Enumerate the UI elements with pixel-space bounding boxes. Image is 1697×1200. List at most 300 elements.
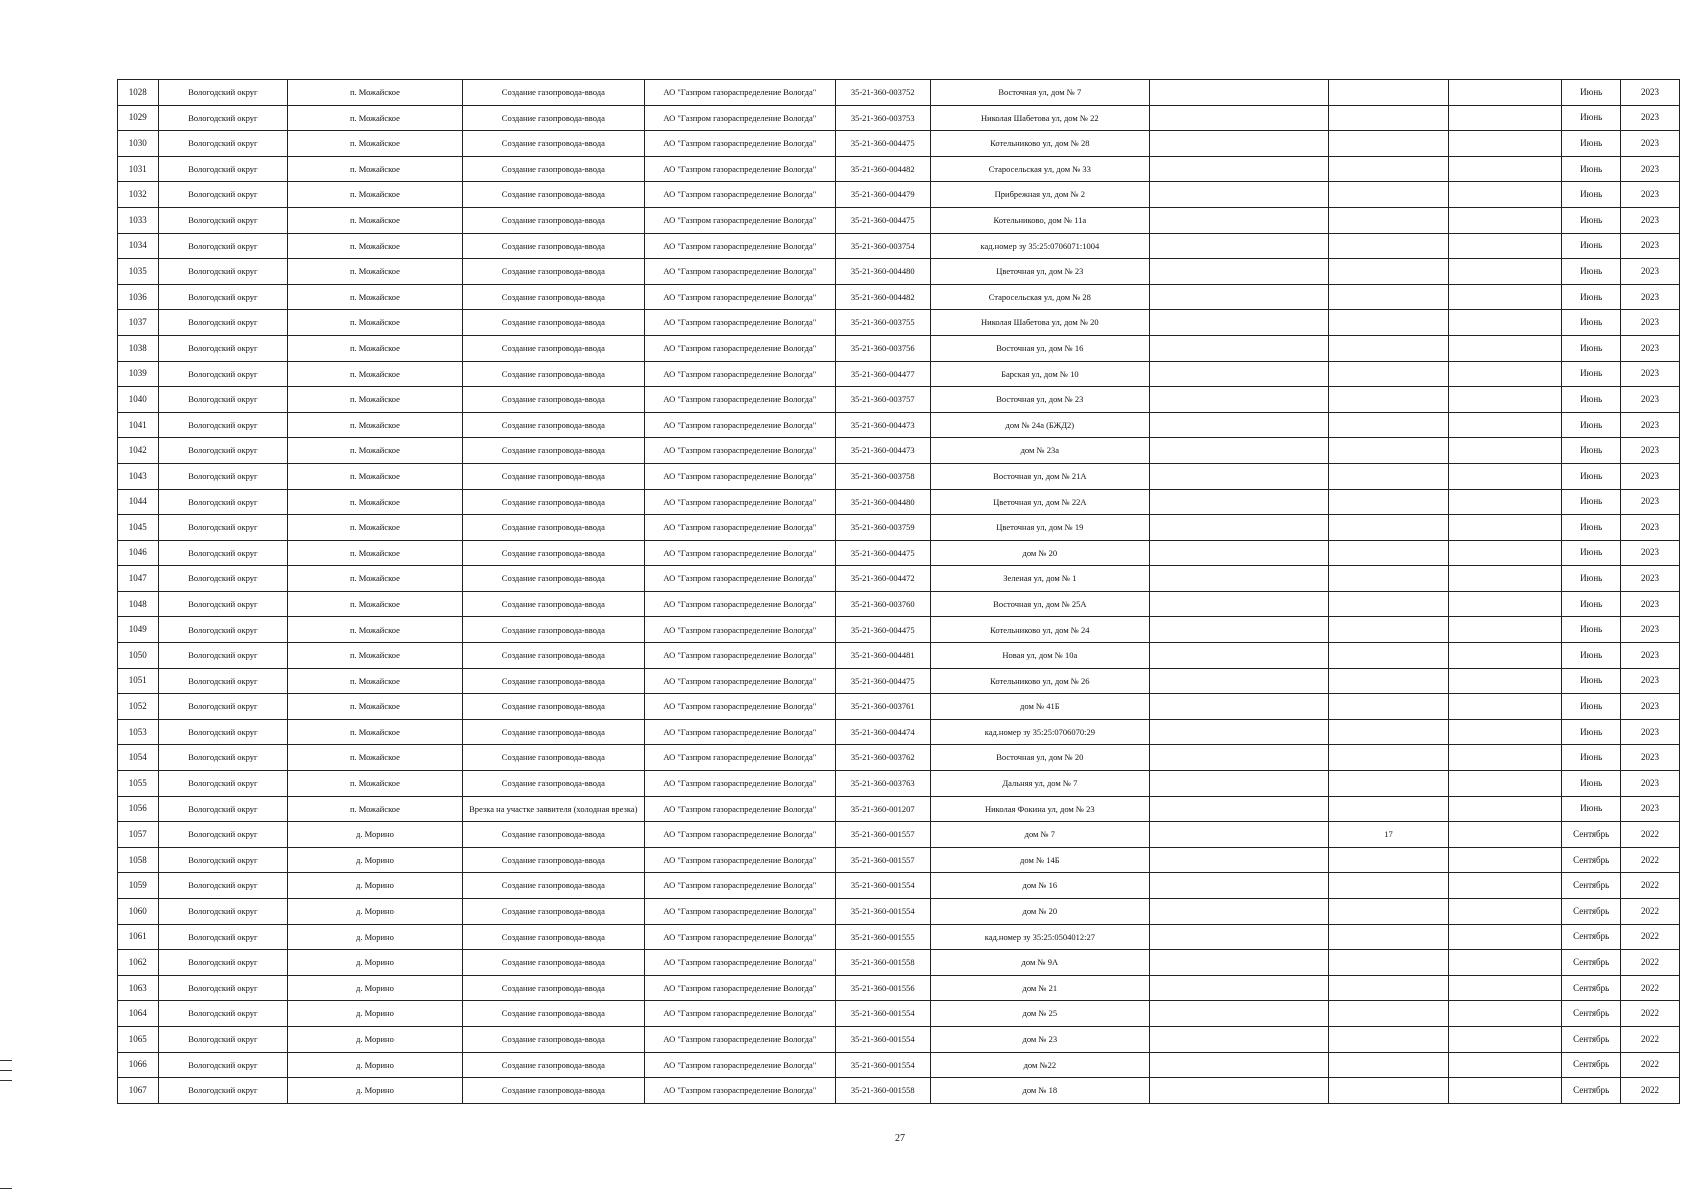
month-cell: Сентябрь (1562, 873, 1621, 899)
extra-value-cell (1329, 438, 1449, 464)
month-cell: Июнь (1562, 310, 1621, 336)
table-row (118, 1078, 1680, 1104)
address-cell: дом № 24а (БЖД2) (930, 412, 1149, 438)
empty-cell (1448, 694, 1562, 720)
registry-code-cell: 35-21-360-003752 (835, 80, 930, 106)
work-type-cell: Создание газопровода-ввода (462, 617, 644, 643)
registry-code-cell: 35-21-360-004480 (835, 489, 930, 515)
settlement-cell: п. Можайское (288, 387, 462, 413)
table-row (118, 361, 1680, 387)
year-cell: 2023 (1621, 694, 1680, 720)
work-type-cell: Создание газопровода-ввода (462, 873, 644, 899)
extra-value-cell (1329, 1001, 1449, 1027)
empty-cell (1149, 489, 1328, 515)
table-body (118, 80, 1680, 1104)
district-cell: Вологодский округ (158, 412, 288, 438)
empty-cell (1448, 361, 1562, 387)
row-number-cell: 1064 (118, 1001, 159, 1027)
address-cell: Прибрежная ул, дом № 2 (930, 182, 1149, 208)
settlement-cell: п. Можайское (288, 80, 462, 106)
extra-value-cell (1329, 694, 1449, 720)
work-type-cell: Создание газопровода-ввода (462, 412, 644, 438)
row-number-cell: 1038 (118, 335, 159, 361)
year-cell: 2022 (1621, 950, 1680, 976)
empty-cell (1448, 1026, 1562, 1052)
organization-cell: АО "Газпром газораспределение Вологда" (645, 719, 836, 745)
district-cell: Вологодский округ (158, 1026, 288, 1052)
address-cell: кад.номер зу 35:25:0706070:29 (930, 719, 1149, 745)
month-cell: Июнь (1562, 438, 1621, 464)
settlement-cell: п. Можайское (288, 233, 462, 259)
row-number-cell: 1067 (118, 1078, 159, 1104)
table-row (118, 1026, 1680, 1052)
registry-code-cell: 35-21-360-001554 (835, 899, 930, 925)
registry-code-cell: 35-21-360-001207 (835, 796, 930, 822)
row-number-cell: 1060 (118, 899, 159, 925)
table-row (118, 719, 1680, 745)
month-cell: Июнь (1562, 694, 1621, 720)
year-cell: 2022 (1621, 1001, 1680, 1027)
district-cell: Вологодский округ (158, 975, 288, 1001)
table-row (118, 694, 1680, 720)
work-type-cell: Создание газопровода-ввода (462, 1052, 644, 1078)
registry-code-cell: 35-21-360-003753 (835, 105, 930, 131)
empty-cell (1448, 438, 1562, 464)
month-cell: Июнь (1562, 233, 1621, 259)
organization-cell: АО "Газпром газораспределение Вологда" (645, 233, 836, 259)
extra-value-cell (1329, 207, 1449, 233)
row-number-cell: 1028 (118, 80, 159, 106)
organization-cell: АО "Газпром газораспределение Вологда" (645, 80, 836, 106)
address-cell: кад.номер зу 35:25:0504012:27 (930, 924, 1149, 950)
extra-value-cell (1329, 284, 1449, 310)
registry-code-cell: 35-21-360-001557 (835, 822, 930, 848)
work-type-cell: Создание газопровода-ввода (462, 847, 644, 873)
work-type-cell: Создание газопровода-ввода (462, 182, 644, 208)
year-cell: 2022 (1621, 1078, 1680, 1104)
extra-value-cell (1329, 182, 1449, 208)
extra-value-cell (1329, 924, 1449, 950)
registry-code-cell: 35-21-360-004473 (835, 438, 930, 464)
district-cell: Вологодский округ (158, 438, 288, 464)
district-cell: Вологодский округ (158, 259, 288, 285)
year-cell: 2022 (1621, 1026, 1680, 1052)
row-number-cell: 1051 (118, 668, 159, 694)
work-type-cell: Создание газопровода-ввода (462, 156, 644, 182)
month-cell: Июнь (1562, 617, 1621, 643)
extra-value-cell (1329, 771, 1449, 797)
address-cell: Новая ул, дом № 10а (930, 643, 1149, 669)
year-cell: 2022 (1621, 822, 1680, 848)
work-type-cell: Создание газопровода-ввода (462, 284, 644, 310)
table-row (118, 1052, 1680, 1078)
empty-cell (1149, 463, 1328, 489)
district-cell: Вологодский округ (158, 463, 288, 489)
address-cell: Котельниково, дом № 11а (930, 207, 1149, 233)
registry-code-cell: 35-21-360-001554 (835, 873, 930, 899)
empty-cell (1149, 412, 1328, 438)
registry-code-cell: 35-21-360-001554 (835, 1001, 930, 1027)
registry-code-cell: 35-21-360-004482 (835, 156, 930, 182)
registry-code-cell: 35-21-360-004482 (835, 284, 930, 310)
empty-cell (1448, 335, 1562, 361)
empty-cell (1149, 617, 1328, 643)
district-cell: Вологодский округ (158, 847, 288, 873)
year-cell: 2023 (1621, 540, 1680, 566)
address-cell: Николая Фокина ул, дом № 23 (930, 796, 1149, 822)
organization-cell: АО "Газпром газораспределение Вологда" (645, 1052, 836, 1078)
registry-code-cell: 35-21-360-003763 (835, 771, 930, 797)
year-cell: 2023 (1621, 668, 1680, 694)
empty-cell (1149, 591, 1328, 617)
empty-cell (1448, 412, 1562, 438)
empty-cell (1149, 924, 1328, 950)
table-row (118, 540, 1680, 566)
district-cell: Вологодский округ (158, 796, 288, 822)
empty-cell (1149, 975, 1328, 1001)
address-cell: дом № 41Б (930, 694, 1149, 720)
empty-cell (1149, 566, 1328, 592)
organization-cell: АО "Газпром газораспределение Вологда" (645, 643, 836, 669)
organization-cell: АО "Газпром газораспределение Вологда" (645, 822, 836, 848)
organization-cell: АО "Газпром газораспределение Вологда" (645, 694, 836, 720)
empty-cell (1448, 924, 1562, 950)
empty-cell (1149, 156, 1328, 182)
row-number-cell: 1049 (118, 617, 159, 643)
registry-code-cell: 35-21-360-003754 (835, 233, 930, 259)
address-cell: Восточная ул, дом № 7 (930, 80, 1149, 106)
address-cell: Дальняя ул, дом № 7 (930, 771, 1149, 797)
empty-cell (1149, 822, 1328, 848)
settlement-cell: п. Можайское (288, 438, 462, 464)
month-cell: Июнь (1562, 156, 1621, 182)
empty-cell (1448, 284, 1562, 310)
registry-code-cell: 35-21-360-003762 (835, 745, 930, 771)
district-cell: Вологодский округ (158, 361, 288, 387)
settlement-cell: п. Можайское (288, 796, 462, 822)
table-row (118, 233, 1680, 259)
row-number-cell: 1046 (118, 540, 159, 566)
empty-cell (1149, 233, 1328, 259)
month-cell: Июнь (1562, 335, 1621, 361)
address-cell: Старосельская ул, дом № 33 (930, 156, 1149, 182)
settlement-cell: п. Можайское (288, 207, 462, 233)
row-number-cell: 1054 (118, 745, 159, 771)
organization-cell: АО "Газпром газораспределение Вологда" (645, 847, 836, 873)
work-type-cell: Создание газопровода-ввода (462, 515, 644, 541)
empty-cell (1149, 950, 1328, 976)
district-cell: Вологодский округ (158, 924, 288, 950)
district-cell: Вологодский округ (158, 540, 288, 566)
table-row (118, 438, 1680, 464)
work-type-cell: Создание газопровода-ввода (462, 643, 644, 669)
address-cell: дом № 18 (930, 1078, 1149, 1104)
work-type-cell: Создание газопровода-ввода (462, 131, 644, 157)
organization-cell: АО "Газпром газораспределение Вологда" (645, 950, 836, 976)
extra-value-cell (1329, 668, 1449, 694)
empty-cell (1448, 105, 1562, 131)
empty-cell (1448, 873, 1562, 899)
district-cell: Вологодский округ (158, 899, 288, 925)
year-cell: 2023 (1621, 591, 1680, 617)
settlement-cell: п. Можайское (288, 412, 462, 438)
district-cell: Вологодский округ (158, 335, 288, 361)
table-row (118, 745, 1680, 771)
work-type-cell: Создание газопровода-ввода (462, 463, 644, 489)
year-cell: 2023 (1621, 745, 1680, 771)
address-cell: Цветочная ул, дом № 23 (930, 259, 1149, 285)
extra-value-cell (1329, 873, 1449, 899)
scan-edge-mark (0, 1188, 12, 1189)
empty-cell (1448, 207, 1562, 233)
registry-code-cell: 35-21-360-004475 (835, 668, 930, 694)
registry-code-cell: 35-21-360-004475 (835, 131, 930, 157)
row-number-cell: 1041 (118, 412, 159, 438)
empty-cell (1448, 310, 1562, 336)
address-cell: дом № 23 (930, 1026, 1149, 1052)
table-row (118, 182, 1680, 208)
empty-cell (1448, 719, 1562, 745)
empty-cell (1149, 284, 1328, 310)
row-number-cell: 1063 (118, 975, 159, 1001)
month-cell: Июнь (1562, 284, 1621, 310)
row-number-cell: 1045 (118, 515, 159, 541)
year-cell: 2022 (1621, 899, 1680, 925)
row-number-cell: 1059 (118, 873, 159, 899)
table-row (118, 822, 1680, 848)
month-cell: Сентябрь (1562, 975, 1621, 1001)
settlement-cell: д. Морино (288, 899, 462, 925)
month-cell: Июнь (1562, 259, 1621, 285)
month-cell: Июнь (1562, 540, 1621, 566)
work-type-cell: Создание газопровода-ввода (462, 668, 644, 694)
address-cell: Восточная ул, дом № 25А (930, 591, 1149, 617)
registry-code-cell: 35-21-360-001554 (835, 1026, 930, 1052)
district-cell: Вологодский округ (158, 156, 288, 182)
year-cell: 2023 (1621, 796, 1680, 822)
address-cell: Котельниково ул, дом № 28 (930, 131, 1149, 157)
row-number-cell: 1037 (118, 310, 159, 336)
organization-cell: АО "Газпром газораспределение Вологда" (645, 975, 836, 1001)
district-cell: Вологодский округ (158, 105, 288, 131)
organization-cell: АО "Газпром газораспределение Вологда" (645, 284, 836, 310)
extra-value-cell (1329, 489, 1449, 515)
table-row (118, 591, 1680, 617)
extra-value-cell (1329, 259, 1449, 285)
month-cell: Июнь (1562, 131, 1621, 157)
work-type-cell: Создание газопровода-ввода (462, 975, 644, 1001)
district-cell: Вологодский округ (158, 233, 288, 259)
year-cell: 2023 (1621, 361, 1680, 387)
month-cell: Июнь (1562, 489, 1621, 515)
district-cell: Вологодский округ (158, 950, 288, 976)
empty-cell (1149, 771, 1328, 797)
work-type-cell: Создание газопровода-ввода (462, 694, 644, 720)
district-cell: Вологодский округ (158, 719, 288, 745)
settlement-cell: п. Можайское (288, 515, 462, 541)
district-cell: Вологодский округ (158, 284, 288, 310)
year-cell: 2023 (1621, 515, 1680, 541)
extra-value-cell (1329, 80, 1449, 106)
address-cell: Восточная ул, дом № 21А (930, 463, 1149, 489)
month-cell: Июнь (1562, 387, 1621, 413)
row-number-cell: 1062 (118, 950, 159, 976)
address-cell: Зеленая ул, дом № 1 (930, 566, 1149, 592)
scan-edge-mark (0, 1070, 12, 1071)
row-number-cell: 1031 (118, 156, 159, 182)
extra-value-cell (1329, 950, 1449, 976)
settlement-cell: п. Можайское (288, 668, 462, 694)
empty-cell (1149, 515, 1328, 541)
empty-cell (1149, 847, 1328, 873)
month-cell: Июнь (1562, 515, 1621, 541)
district-cell: Вологодский округ (158, 822, 288, 848)
table-row (118, 668, 1680, 694)
table-row (118, 207, 1680, 233)
settlement-cell: п. Можайское (288, 463, 462, 489)
extra-value-cell (1329, 540, 1449, 566)
address-cell: дом № 21 (930, 975, 1149, 1001)
table-row (118, 131, 1680, 157)
empty-cell (1149, 387, 1328, 413)
work-type-cell: Создание газопровода-ввода (462, 1078, 644, 1104)
address-cell: Николая Шабетова ул, дом № 22 (930, 105, 1149, 131)
extra-value-cell (1329, 463, 1449, 489)
row-number-cell: 1032 (118, 182, 159, 208)
address-cell: дом № 7 (930, 822, 1149, 848)
settlement-cell: п. Можайское (288, 284, 462, 310)
organization-cell: АО "Газпром газораспределение Вологда" (645, 412, 836, 438)
district-cell: Вологодский округ (158, 1078, 288, 1104)
table-row (118, 899, 1680, 925)
organization-cell: АО "Газпром газораспределение Вологда" (645, 796, 836, 822)
empty-cell (1149, 438, 1328, 464)
month-cell: Сентябрь (1562, 822, 1621, 848)
table-row (118, 847, 1680, 873)
settlement-cell: д. Морино (288, 873, 462, 899)
empty-cell (1149, 668, 1328, 694)
organization-cell: АО "Газпром газораспределение Вологда" (645, 1078, 836, 1104)
empty-cell (1448, 771, 1562, 797)
year-cell: 2022 (1621, 924, 1680, 950)
registry-code-cell: 35-21-360-004473 (835, 412, 930, 438)
address-cell: Котельниково ул, дом № 26 (930, 668, 1149, 694)
registry-code-cell: 35-21-360-003757 (835, 387, 930, 413)
district-cell: Вологодский округ (158, 617, 288, 643)
work-type-cell: Создание газопровода-ввода (462, 259, 644, 285)
work-type-cell: Создание газопровода-ввода (462, 361, 644, 387)
registry-code-cell: 35-21-360-003756 (835, 335, 930, 361)
work-type-cell: Создание газопровода-ввода (462, 438, 644, 464)
empty-cell (1448, 540, 1562, 566)
empty-cell (1149, 310, 1328, 336)
registry-code-cell: 35-21-360-004475 (835, 617, 930, 643)
year-cell: 2023 (1621, 335, 1680, 361)
month-cell: Сентябрь (1562, 950, 1621, 976)
address-cell: Восточная ул, дом № 20 (930, 745, 1149, 771)
month-cell: Сентябрь (1562, 899, 1621, 925)
empty-cell (1448, 643, 1562, 669)
organization-cell: АО "Газпром газораспределение Вологда" (645, 207, 836, 233)
extra-value-cell (1329, 412, 1449, 438)
month-cell: Июнь (1562, 80, 1621, 106)
year-cell: 2023 (1621, 80, 1680, 106)
table-row (118, 796, 1680, 822)
organization-cell: АО "Газпром газораспределение Вологда" (645, 515, 836, 541)
address-cell: дом № 25 (930, 1001, 1149, 1027)
table-row (118, 387, 1680, 413)
row-number-cell: 1035 (118, 259, 159, 285)
district-cell: Вологодский округ (158, 131, 288, 157)
row-number-cell: 1066 (118, 1052, 159, 1078)
empty-cell (1149, 259, 1328, 285)
organization-cell: АО "Газпром газораспределение Вологда" (645, 131, 836, 157)
organization-cell: АО "Газпром газораспределение Вологда" (645, 438, 836, 464)
settlement-cell: п. Можайское (288, 591, 462, 617)
table-row (118, 924, 1680, 950)
extra-value-cell (1329, 566, 1449, 592)
work-type-cell: Создание газопровода-ввода (462, 771, 644, 797)
extra-value-cell (1329, 361, 1449, 387)
organization-cell: АО "Газпром газораспределение Вологда" (645, 540, 836, 566)
district-cell: Вологодский округ (158, 387, 288, 413)
empty-cell (1448, 463, 1562, 489)
month-cell: Июнь (1562, 463, 1621, 489)
settlement-cell: п. Можайское (288, 719, 462, 745)
organization-cell: АО "Газпром газораспределение Вологда" (645, 899, 836, 925)
extra-value-cell (1329, 617, 1449, 643)
registry-code-cell: 35-21-360-004477 (835, 361, 930, 387)
empty-cell (1448, 1078, 1562, 1104)
organization-cell: АО "Газпром газораспределение Вологда" (645, 463, 836, 489)
month-cell: Июнь (1562, 207, 1621, 233)
registry-code-cell: 35-21-360-003760 (835, 591, 930, 617)
registry-code-cell: 35-21-360-001557 (835, 847, 930, 873)
address-cell: дом № 20 (930, 899, 1149, 925)
organization-cell: АО "Газпром газораспределение Вологда" (645, 361, 836, 387)
district-cell: Вологодский округ (158, 643, 288, 669)
month-cell: Июнь (1562, 566, 1621, 592)
empty-cell (1149, 361, 1328, 387)
row-number-cell: 1040 (118, 387, 159, 413)
table-row (118, 105, 1680, 131)
empty-cell (1448, 131, 1562, 157)
month-cell: Июнь (1562, 643, 1621, 669)
year-cell: 2022 (1621, 975, 1680, 1001)
district-cell: Вологодский округ (158, 515, 288, 541)
settlement-cell: д. Морино (288, 924, 462, 950)
organization-cell: АО "Газпром газораспределение Вологда" (645, 1001, 836, 1027)
month-cell: Июнь (1562, 182, 1621, 208)
registry-code-cell: 35-21-360-004475 (835, 207, 930, 233)
row-number-cell: 1058 (118, 847, 159, 873)
year-cell: 2023 (1621, 412, 1680, 438)
address-cell: Цветочная ул, дом № 22А (930, 489, 1149, 515)
registry-code-cell: 35-21-360-003759 (835, 515, 930, 541)
registry-code-cell: 35-21-360-001556 (835, 975, 930, 1001)
organization-cell: АО "Газпром газораспределение Вологда" (645, 105, 836, 131)
year-cell: 2023 (1621, 233, 1680, 259)
address-cell: Цветочная ул, дом № 19 (930, 515, 1149, 541)
year-cell: 2023 (1621, 387, 1680, 413)
empty-cell (1448, 796, 1562, 822)
table-row (118, 489, 1680, 515)
settlement-cell: п. Можайское (288, 489, 462, 515)
district-cell: Вологодский округ (158, 745, 288, 771)
empty-cell (1448, 182, 1562, 208)
month-cell: Июнь (1562, 796, 1621, 822)
organization-cell: АО "Газпром газораспределение Вологда" (645, 387, 836, 413)
